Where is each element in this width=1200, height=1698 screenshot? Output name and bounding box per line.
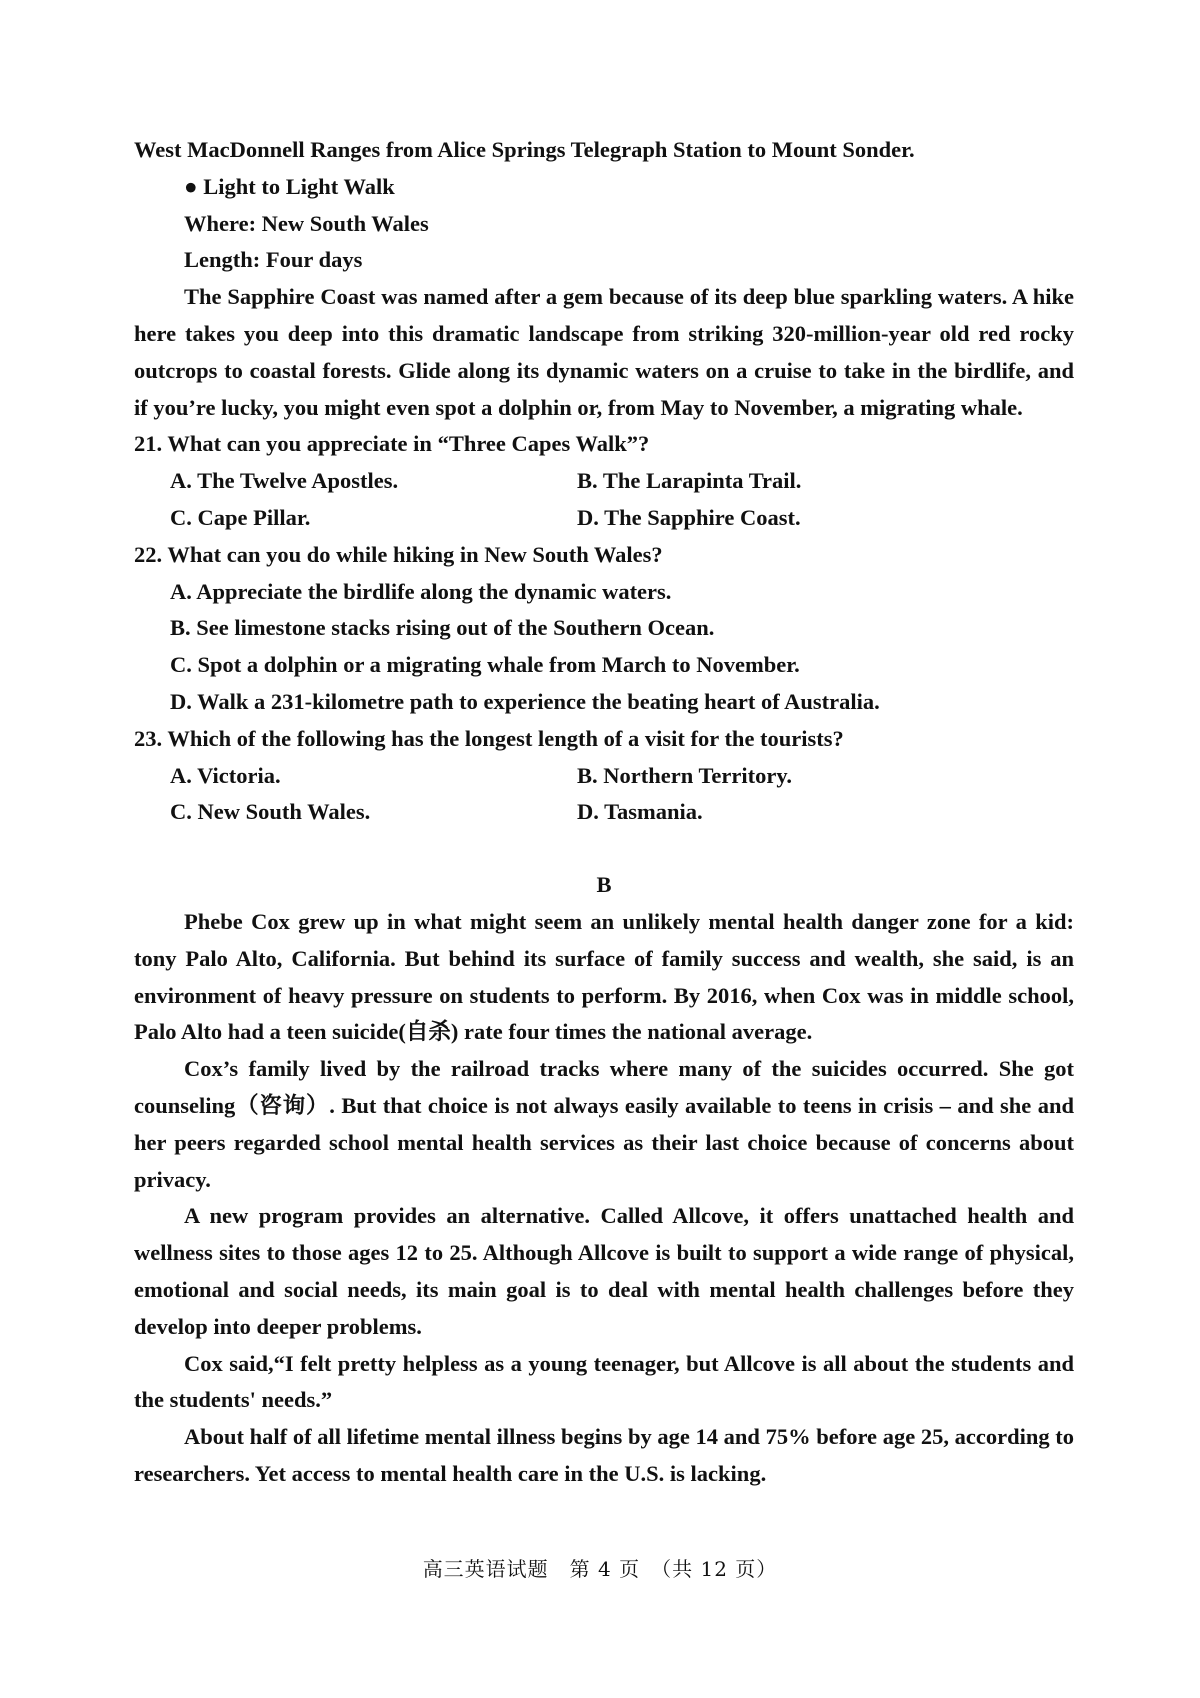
- option: A. Appreciate the birdlife along the dynamic waters.: [170, 578, 672, 604]
- option: A. Victoria.: [170, 762, 281, 788]
- passage-paragraph: About half of all lifetime mental illness begins by age 14 and 75% before age 25, according to researchers. Yet access to mental health care in the U.S. is lacking.: [134, 1424, 1074, 1486]
- option-row: [134, 500, 1074, 537]
- walk-where: Where: New South Wales: [184, 210, 429, 236]
- walk-length: Length: Four days: [184, 247, 363, 273]
- intro-tail-text: West MacDonnell Ranges from Alice Springs Telegraph Station to Mount Sonder.: [134, 137, 915, 162]
- passage-paragraph: Cox said,“I felt pretty helpless as a young teenager, but Allcove is all about the students and the students' needs.”: [134, 1350, 1074, 1413]
- passage-paragraph: Cox’s family lived by the railroad tracks where many of the suicides occurred. She got counseling（咨询）. But that choice is not always easily available to teens in crisis – and she and her peers regarded school mental health services as their last choice because of concerns about privacy.: [134, 1056, 1074, 1192]
- option: D. The Sapphire Coast.: [577, 504, 801, 530]
- option: D. Walk a 231-kilometre path to experience the beating heart of Australia.: [170, 688, 880, 714]
- option-row: [134, 794, 1074, 831]
- option: B. The Larapinta Trail.: [577, 468, 802, 494]
- question-stem: 23. Which of the following has the longest length of a visit for the tourists?: [134, 725, 844, 751]
- question-stem: 22. What can you do while hiking in New South Wales?: [134, 541, 663, 567]
- option: B. See limestone stacks rising out of the Southern Ocean.: [170, 615, 715, 641]
- option: A. The Twelve Apostles.: [170, 468, 399, 494]
- document-page: [134, 132, 1074, 1493]
- walk-title: ● Light to Light Walk: [184, 173, 395, 199]
- option: C. Spot a dolphin or a migrating whale from March to November.: [170, 652, 800, 678]
- option: C. Cape Pillar.: [170, 504, 311, 530]
- walk-description: The Sapphire Coast was named after a gem because of its deep blue sparkling waters. A hike here takes you deep into this dramatic landscape from striking 320-million-year old red rocky outcrops to coastal forests. Glide along its dynamic waters on a cruise to take in the birdlife, and if you’re lucky, you might even spot a dolphin or, from May to November, a migrating whale.: [134, 284, 1074, 420]
- passage-paragraph: Phebe Cox grew up in what might seem an unlikely mental health danger zone for a kid: tony Palo Alto, California. But behind its surface of family success and wealth, she said, is an environment of heavy pressure on students to perform. By 2016, when Cox was in middle school, Palo Alto had a teen suicide(自杀) rate four times the national average.: [134, 908, 1074, 1045]
- question-stem: 21. What can you appreciate in “Three Capes Walk”?: [134, 431, 650, 457]
- page-footer: 高三英语试题 第 4 页 （共 12 页）: [422, 1557, 778, 1581]
- section-heading: B: [596, 872, 612, 898]
- option: C. New South Wales.: [170, 799, 371, 825]
- option: B. Northern Territory.: [577, 762, 792, 788]
- option: D. Tasmania.: [577, 799, 703, 825]
- option-row: [134, 758, 1074, 795]
- option-row: [134, 463, 1074, 500]
- passage-paragraph: A new program provides an alternative. Called Allcove, it offers unattached health and wellness sites to those ages 12 to 25. Although Allcove is built to support a wide range of physical, emotional and social needs, its main goal is to deal with mental health challenges before they develop into deeper problems.: [134, 1203, 1074, 1339]
